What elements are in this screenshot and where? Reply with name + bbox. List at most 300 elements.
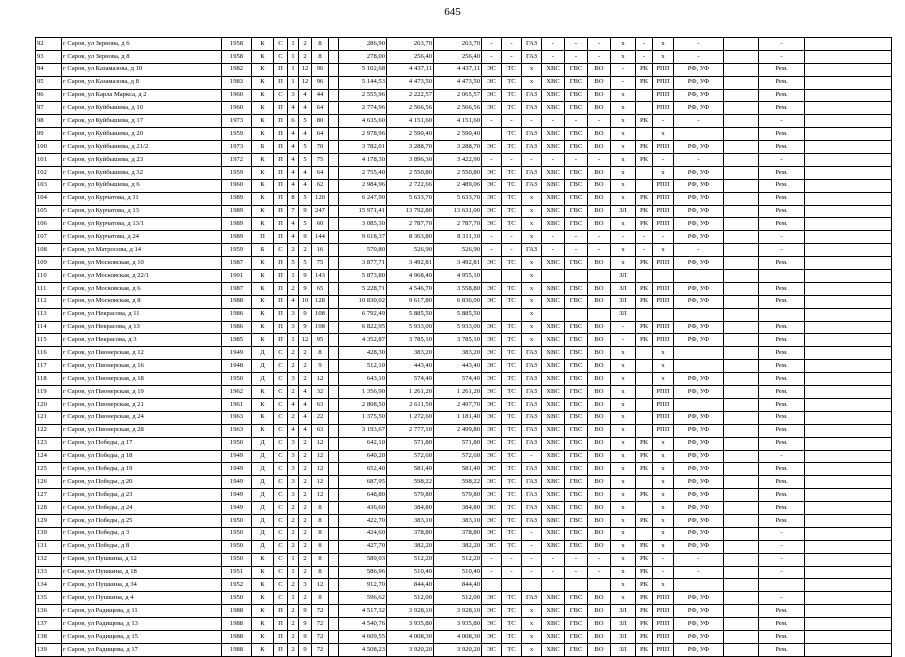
cell-type: П [274, 334, 288, 347]
cell-electricity: - [482, 38, 502, 51]
cell-area-private: 2 497,70 [434, 398, 482, 411]
cell-repair: Рем. [759, 489, 805, 502]
cell-notes [805, 605, 892, 618]
cell-cold-water: ХВС [542, 398, 565, 411]
cell-floors: 2 [299, 514, 312, 527]
cell-wall-material: Д [252, 437, 274, 450]
cell-type: С [274, 450, 288, 463]
cell-cold-water: ХВС [542, 373, 565, 386]
cell-electricity [482, 128, 502, 141]
cell-apartments: 95 [312, 334, 329, 347]
cell-year: 1950 [222, 514, 252, 527]
table-row [36, 115, 892, 128]
cell-blank2 [724, 154, 759, 167]
cell-rk [636, 527, 653, 540]
cell-year: 1951 [222, 566, 252, 579]
cell-hot-water: ГВС [565, 76, 588, 89]
cell-rk [636, 360, 653, 373]
cell-zl: х [611, 373, 636, 386]
cell-apartments: 128 [312, 295, 329, 308]
cell-gas: - [522, 154, 542, 167]
cell-cold-water: ХВС [542, 630, 565, 643]
cell-total-area: 4 517,32 [339, 605, 387, 618]
cell-type: С [274, 38, 288, 51]
cell-rk: РК [636, 437, 653, 450]
cell-year: 1985 [222, 334, 252, 347]
cell-row-number: 103 [36, 179, 62, 192]
cell-blank2 [724, 334, 759, 347]
cell-blank2 [724, 592, 759, 605]
cell-rf-uf: РФ, УФ [674, 424, 724, 437]
cell-hot-water: ГВС [565, 437, 588, 450]
cell-electricity: ЭС [482, 89, 502, 102]
cell-cold-water: ХВС [542, 605, 565, 618]
cell-sections: 1 [288, 566, 299, 579]
cell-hot-water: ГВС [565, 630, 588, 643]
cell-floors: 5 [299, 192, 312, 205]
cell-type: П [274, 102, 288, 115]
cell-type: П [274, 321, 288, 334]
cell-living-area: 4 008,30 [387, 630, 434, 643]
cell-row-number: 119 [36, 386, 62, 399]
cell-living-area: 512,00 [387, 592, 434, 605]
cell-notes [805, 360, 892, 373]
cell-hot-water: ГВС [565, 618, 588, 631]
cell-row-number: 108 [36, 244, 62, 257]
cell-blank2 [724, 102, 759, 115]
cell-floors: 4 [299, 102, 312, 115]
cell-heating: ТС [502, 592, 522, 605]
cell-rpp: РПП [653, 141, 674, 154]
cell-area-private: 510,40 [434, 566, 482, 579]
cell-notes [805, 643, 892, 656]
cell-total-area: 6 792,49 [339, 308, 387, 321]
cell-year: 1950 [222, 540, 252, 553]
cell-rk [636, 502, 653, 515]
cell-heating: ТС [502, 489, 522, 502]
cell-rpp: РПП [653, 592, 674, 605]
cell-blank2 [724, 89, 759, 102]
cell-sections: 6 [288, 115, 299, 128]
cell-year: 1988 [222, 605, 252, 618]
cell-blank2 [724, 386, 759, 399]
cell-sewage: - [588, 50, 611, 63]
cell-heating: ТС [502, 398, 522, 411]
cell-type: С [274, 553, 288, 566]
cell-floors: 4 [299, 89, 312, 102]
cell-electricity [482, 308, 502, 321]
cell-row-number: 125 [36, 463, 62, 476]
cell-type: П [274, 154, 288, 167]
cell-living-area: 4 473,50 [387, 76, 434, 89]
cell-rk: РК [636, 334, 653, 347]
cell-sewage: ВО [588, 192, 611, 205]
cell-apartments: 108 [312, 308, 329, 321]
cell-blank2 [724, 373, 759, 386]
cell-cold-water: ХВС [542, 618, 565, 631]
cell-blank2 [724, 115, 759, 128]
cell-address: г Саров, ул Московская, д 6 [62, 282, 222, 295]
cell-blank [329, 76, 339, 89]
cell-floors: 2 [299, 50, 312, 63]
cell-total-area: 436,60 [339, 502, 387, 515]
cell-heating: - [502, 566, 522, 579]
cell-rpp: РПП [653, 102, 674, 115]
cell-rf-uf: РФ, УФ [674, 295, 724, 308]
cell-repair: Рем. [759, 411, 805, 424]
cell-sections: 3 [288, 89, 299, 102]
cell-wall-material: К [252, 89, 274, 102]
cell-hot-water: ГВС [565, 592, 588, 605]
cell-rf-uf: РФ, УФ [674, 179, 724, 192]
cell-rpp: РПП [653, 630, 674, 643]
cell-rk [636, 128, 653, 141]
cell-area-private: 2 566,56 [434, 102, 482, 115]
table-row [36, 179, 892, 192]
cell-cold-water: ХВС [542, 102, 565, 115]
cell-sewage: ВО [588, 476, 611, 489]
cell-blank2 [724, 527, 759, 540]
cell-floors: 2 [299, 244, 312, 257]
table-row [36, 386, 892, 399]
cell-area-private: 4 151,60 [434, 115, 482, 128]
table-row [36, 89, 892, 102]
cell-row-number: 96 [36, 89, 62, 102]
cell-blank [329, 386, 339, 399]
cell-notes [805, 553, 892, 566]
cell-blank2 [724, 63, 759, 76]
cell-gas: ГАЗ [522, 411, 542, 424]
cell-year: 1948 [222, 360, 252, 373]
cell-floors: 4 [299, 166, 312, 179]
cell-address: г Саров, ул Курчатова, д 13 [62, 205, 222, 218]
cell-notes [805, 50, 892, 63]
cell-heating: ТС [502, 166, 522, 179]
cell-notes [805, 179, 892, 192]
cell-wall-material: Д [252, 514, 274, 527]
cell-blank2 [724, 450, 759, 463]
cell-total-area: 424,60 [339, 527, 387, 540]
cell-apartments: 8 [312, 553, 329, 566]
cell-electricity: ЭС [482, 502, 502, 515]
cell-rf-uf: - [674, 115, 724, 128]
cell-year: 1982 [222, 63, 252, 76]
cell-blank2 [724, 205, 759, 218]
cell-floors: 2 [299, 553, 312, 566]
cell-electricity: ЭС [482, 476, 502, 489]
cell-notes [805, 592, 892, 605]
cell-heating: - [502, 50, 522, 63]
cell-hot-water: - [565, 244, 588, 257]
cell-blank [329, 553, 339, 566]
cell-rk [636, 102, 653, 115]
cell-sewage: - [588, 244, 611, 257]
cell-wall-material: К [252, 424, 274, 437]
cell-rk [636, 411, 653, 424]
cell-apartments: 75 [312, 257, 329, 270]
cell-floors: 5 [299, 257, 312, 270]
cell-sections: 4 [288, 154, 299, 167]
cell-sewage [588, 270, 611, 283]
cell-total-area: 5 873,80 [339, 270, 387, 283]
cell-hot-water: ГВС [565, 102, 588, 115]
cell-blank [329, 527, 339, 540]
cell-zl: х [611, 566, 636, 579]
cell-repair: Рем. [759, 386, 805, 399]
cell-cold-water [542, 308, 565, 321]
table-row [36, 411, 892, 424]
cell-sewage: ВО [588, 386, 611, 399]
cell-apartments: 12 [312, 450, 329, 463]
table-row [36, 334, 892, 347]
cell-sections: 2 [288, 411, 299, 424]
cell-rk: РК [636, 489, 653, 502]
cell-notes [805, 334, 892, 347]
cell-apartments: 12 [312, 476, 329, 489]
cell-electricity: ЭС [482, 102, 502, 115]
cell-gas: ГАЗ [522, 166, 542, 179]
cell-living-area: 263,70 [387, 38, 434, 51]
table-row [36, 373, 892, 386]
cell-cold-water: ХВС [542, 282, 565, 295]
cell-notes [805, 270, 892, 283]
cell-cold-water: ХВС [542, 386, 565, 399]
cell-rpp: - [653, 154, 674, 167]
cell-year: 1960 [222, 89, 252, 102]
cell-type: С [274, 579, 288, 592]
cell-notes [805, 566, 892, 579]
cell-wall-material: К [252, 257, 274, 270]
table-row [36, 424, 892, 437]
cell-address: г Саров, ул Куйбышева, д 6 [62, 179, 222, 192]
cell-total-area: 2 978,96 [339, 128, 387, 141]
cell-type: П [274, 166, 288, 179]
cell-year: 1961 [222, 398, 252, 411]
cell-heating: - [502, 115, 522, 128]
cell-rpp: - [653, 231, 674, 244]
cell-living-area: 2 590,40 [387, 128, 434, 141]
cell-heating: ТС [502, 179, 522, 192]
cell-electricity: - [482, 244, 502, 257]
cell-blank [329, 63, 339, 76]
cell-blank [329, 257, 339, 270]
cell-rpp: х [653, 450, 674, 463]
cell-living-area: 2 222,57 [387, 89, 434, 102]
cell-rpp: х [653, 50, 674, 63]
cell-cold-water: - [542, 553, 565, 566]
cell-blank2 [724, 38, 759, 51]
cell-blank2 [724, 540, 759, 553]
cell-row-number: 135 [36, 592, 62, 605]
cell-row-number: 109 [36, 257, 62, 270]
cell-row-number: 128 [36, 502, 62, 515]
cell-electricity: ЭС [482, 334, 502, 347]
cell-floors: 2 [299, 437, 312, 450]
cell-gas: ГАЗ [522, 514, 542, 527]
cell-cold-water: - [542, 115, 565, 128]
cell-zl: ЗЛ [611, 618, 636, 631]
cell-rpp: х [653, 360, 674, 373]
cell-gas: ГАЗ [522, 360, 542, 373]
cell-rf-uf: - [674, 566, 724, 579]
cell-rk: РК [636, 605, 653, 618]
table-row [36, 192, 892, 205]
cell-zl: х [611, 50, 636, 63]
cell-notes [805, 527, 892, 540]
cell-blank2 [724, 463, 759, 476]
cell-living-area: 13 792,80 [387, 205, 434, 218]
cell-wall-material: К [252, 115, 274, 128]
cell-sewage: ВО [588, 411, 611, 424]
cell-electricity [482, 579, 502, 592]
cell-wall-material: Д [252, 540, 274, 553]
cell-gas: х [522, 205, 542, 218]
cell-rpp: х [653, 502, 674, 515]
cell-repair: - [759, 450, 805, 463]
cell-floors: 9 [299, 270, 312, 283]
cell-electricity: ЭС [482, 437, 502, 450]
cell-living-area: 510,40 [387, 566, 434, 579]
cell-sections: 1 [288, 334, 299, 347]
cell-cold-water: - [542, 231, 565, 244]
cell-wall-material: Б [252, 141, 274, 154]
cell-year: 1960 [222, 102, 252, 115]
cell-area-private: 512,00 [434, 592, 482, 605]
cell-sections: 2 [288, 643, 299, 656]
cell-zl: - [611, 231, 636, 244]
cell-gas: ГАЗ [522, 437, 542, 450]
table-row [36, 205, 892, 218]
cell-sections: 2 [288, 527, 299, 540]
cell-sewage: ВО [588, 618, 611, 631]
cell-sewage: ВО [588, 437, 611, 450]
cell-rpp: РПП [653, 179, 674, 192]
cell-notes [805, 76, 892, 89]
cell-type: П [274, 308, 288, 321]
cell-blank2 [724, 347, 759, 360]
cell-wall-material: К [252, 295, 274, 308]
cell-hot-water: ГВС [565, 179, 588, 192]
cell-zl: х [611, 489, 636, 502]
cell-type: П [274, 605, 288, 618]
cell-address: г Саров, ул Куйбышева, д 10 [62, 102, 222, 115]
cell-total-area: 422,70 [339, 514, 387, 527]
cell-zl: х [611, 386, 636, 399]
cell-apartments: 75 [312, 154, 329, 167]
cell-type: П [274, 76, 288, 89]
cell-sewage: ВО [588, 463, 611, 476]
cell-hot-water: ГВС [565, 476, 588, 489]
cell-floors: 2 [299, 566, 312, 579]
cell-blank [329, 463, 339, 476]
cell-rk: РК [636, 76, 653, 89]
cell-wall-material: К [252, 63, 274, 76]
cell-heating: ТС [502, 424, 522, 437]
cell-heating: ТС [502, 476, 522, 489]
cell-notes [805, 63, 892, 76]
cell-zl: ЗЛ [611, 295, 636, 308]
cell-rk: РК [636, 282, 653, 295]
cell-rpp: х [653, 437, 674, 450]
cell-zl: х [611, 166, 636, 179]
cell-wall-material: К [252, 205, 274, 218]
cell-heating: - [502, 244, 522, 257]
cell-apartments: 80 [312, 115, 329, 128]
cell-row-number: 126 [36, 476, 62, 489]
cell-sections: 3 [288, 489, 299, 502]
cell-apartments: 108 [312, 321, 329, 334]
cell-rf-uf: РФ, УФ [674, 321, 724, 334]
cell-zl: х [611, 553, 636, 566]
cell-repair: - [759, 540, 805, 553]
cell-rf-uf: РФ, УФ [674, 386, 724, 399]
cell-gas [522, 579, 542, 592]
cell-address: г Саров, ул Победы, д 3 [62, 527, 222, 540]
cell-wall-material: К [252, 566, 274, 579]
cell-total-area: 2 555,96 [339, 89, 387, 102]
cell-type: П [274, 192, 288, 205]
cell-zl: х [611, 38, 636, 51]
cell-living-area: 512,20 [387, 553, 434, 566]
cell-row-number: 117 [36, 360, 62, 373]
cell-rpp: х [653, 244, 674, 257]
cell-heating: ТС [502, 347, 522, 360]
cell-living-area: 378,80 [387, 527, 434, 540]
cell-sections: 3 [288, 450, 299, 463]
cell-living-area: 8 363,80 [387, 231, 434, 244]
cell-address: г Саров, ул Курчатова, д 24 [62, 231, 222, 244]
cell-rpp: РПП [653, 89, 674, 102]
cell-wall-material: К [252, 308, 274, 321]
cell-apartments: 72 [312, 618, 329, 631]
cell-hot-water: ГВС [565, 347, 588, 360]
cell-heating: ТС [502, 321, 522, 334]
cell-floors: 5 [299, 218, 312, 231]
cell-repair: Рем. [759, 643, 805, 656]
cell-wall-material: Д [252, 360, 274, 373]
cell-notes [805, 282, 892, 295]
cell-living-area: 4 437,11 [387, 63, 434, 76]
cell-electricity: ЭС [482, 540, 502, 553]
cell-address: г Саров, ул Московская, д 22/1 [62, 270, 222, 283]
cell-apartments: 64 [312, 166, 329, 179]
cell-hot-water: ГВС [565, 411, 588, 424]
cell-zl: ЗЛ [611, 205, 636, 218]
cell-address: г Саров, ул Победы, д 19 [62, 463, 222, 476]
cell-living-area: 2 566,56 [387, 102, 434, 115]
cell-heating [502, 270, 522, 283]
cell-blank [329, 373, 339, 386]
cell-gas: х [522, 282, 542, 295]
cell-blank2 [724, 218, 759, 231]
housing-registry-table [35, 37, 892, 657]
cell-blank [329, 128, 339, 141]
cell-rk [636, 89, 653, 102]
cell-rf-uf: РФ, УФ [674, 476, 724, 489]
cell-rk: РК [636, 321, 653, 334]
cell-floors: 2 [299, 360, 312, 373]
cell-blank2 [724, 179, 759, 192]
cell-address: г Саров, ул Матросова, д 14 [62, 244, 222, 257]
cell-year: 1989 [222, 205, 252, 218]
cell-notes [805, 244, 892, 257]
cell-area-private: 3 492,81 [434, 257, 482, 270]
table-row [36, 553, 892, 566]
cell-notes [805, 450, 892, 463]
cell-gas: х [522, 630, 542, 643]
cell-row-number: 95 [36, 76, 62, 89]
cell-floors: 2 [299, 502, 312, 515]
